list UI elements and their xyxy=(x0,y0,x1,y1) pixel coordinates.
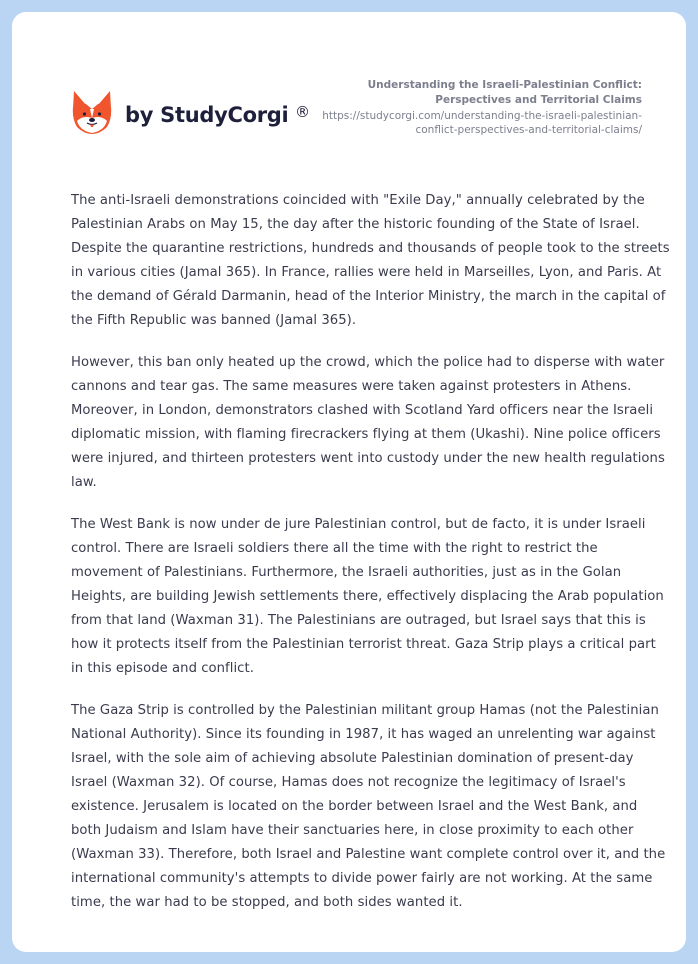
document-body xyxy=(71,189,671,933)
paragraph-4: The Gaza Strip is controlled by the Palestinian militant group Hamas (not the Palestinian National Authority). Since its founding in 1987, it has waged an unrelenting war against Israel, with the sole aim of achieving absolute Palestinian domination of present-day Israel (Waxman 32). Of course, Hamas does not recognize the legitimacy of Israel's existence. Jerusalem is located on the border between Israel and the West Bank, and both Judaism and Islam have their sanctuaries here, in close proximity to each other (Waxman 33). Therefore, both Israel and Palestine want complete control over it, and the international community's attempts to divide power fairly are not working. At the same time, the war had to be stopped, and both sides wanted it. xyxy=(71,703,666,910)
corgi-logo-icon xyxy=(71,89,113,135)
document-url-line2: conflict-perspectives-and-territorial-claims/ xyxy=(415,124,642,136)
document-title xyxy=(282,78,642,107)
registered-mark: ® xyxy=(295,103,310,121)
paragraph-2: However, this ban only heated up the crowd, which the police had to disperse with water cannons and tear gas. The same measures were taken against protesters in Athens. Moreover, in London, demonstrators clashed with Scotland Yard officers near the Israeli diplomatic mission, with flaming firecrackers flying at them (Ukashi). Nine police officers were injured, and thirteen protesters went into custody under the new health regulations law. xyxy=(71,355,665,490)
document-title-line2: Perspectives and Territorial Claims xyxy=(435,93,642,106)
paragraph-3: The West Bank is now under de jure Palestinian control, but de facto, it is under Israeli control. There are Israeli soldiers there all the time with the right to restrict the movement of Palestinians. Furthermore, the Israeli authorities, just as in the Golan Heights, are building Jewish settlements there, effectively displacing the Arab population from that land (Waxman 31). The Palestinians are outraged, but Israel says that this is how it protects itself from the Palestinian terrorist threat. Gaza Strip plays a critical part in this episode and conflict. xyxy=(71,517,664,676)
paragraph-1: The anti-Israeli demonstrations coincided with "Exile Day," annually celebrated by the Palestinian Arabs on May 15, the day after the historic founding of the State of Israel. Despite the quarantine restrictions, hundreds and thousands of people took to the streets in various cities (Jamal 365). In France, rallies were held in Marseilles, Lyon, and Paris. At the demand of Gérald Darmanin, head of the Interior Ministry, the march in the capital of the Fifth Republic was banned (Jamal 365). xyxy=(71,193,670,328)
document-url-link[interactable] xyxy=(282,109,642,137)
document-url-line1: https://studycorgi.com/understanding-the-israeli-palestinian- xyxy=(322,110,642,122)
studycorgi-logo[interactable] xyxy=(71,87,310,137)
document-card xyxy=(12,12,686,952)
logo-text: by StudyCorgi xyxy=(125,103,289,127)
document-meta xyxy=(282,78,642,137)
document-title-line1: Understanding the Israeli-Palestinian Conflict: xyxy=(367,79,642,91)
